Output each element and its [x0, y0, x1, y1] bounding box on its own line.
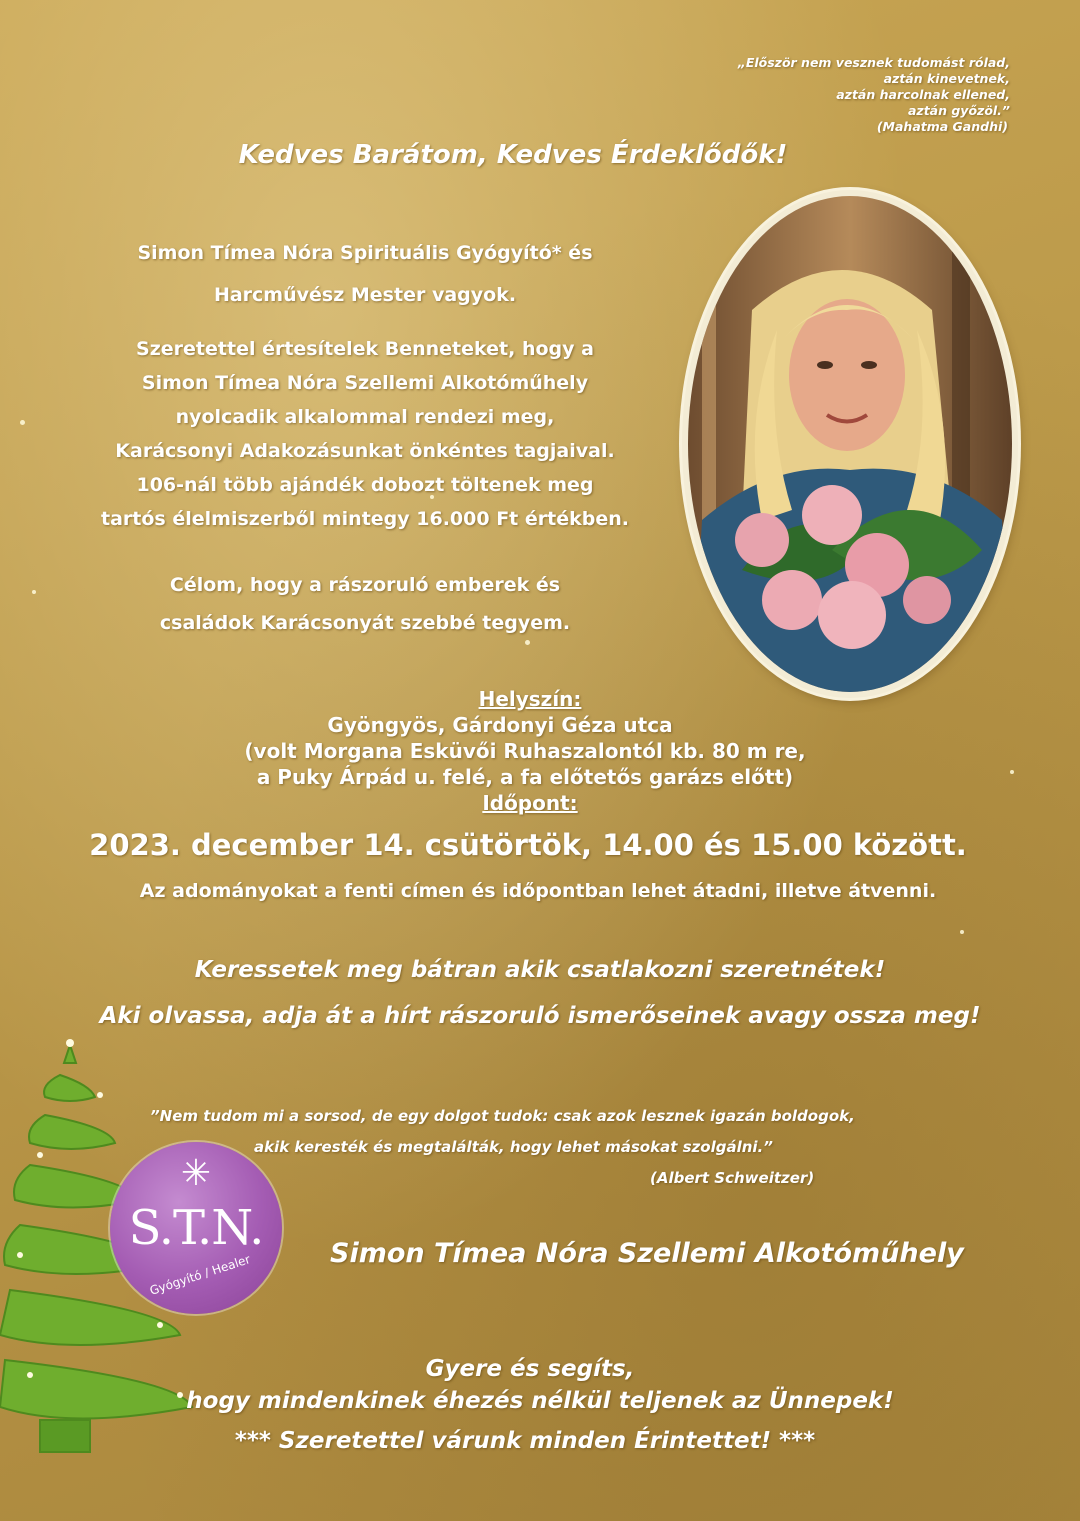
- gandhi-quote-line: „Először nem vesznek tudomást rólad,: [737, 55, 1010, 70]
- announcement-paragraph: [40, 332, 690, 536]
- goal-paragraph: [40, 568, 690, 640]
- closing-message: [0, 1353, 1080, 1457]
- logo-text: S.T.N.: [128, 1200, 264, 1256]
- goal-line: Célom, hogy a rászoruló emberek és: [169, 574, 561, 596]
- announcement-line: Karácsonyi Adakozásunkat önkéntes tagjaival.: [115, 440, 615, 462]
- intro-line: Harcművész Mester vagyok.: [213, 284, 517, 306]
- greeting-heading: [0, 140, 1080, 170]
- greeting-text: Kedves Barátom, Kedves Érdeklődők!: [238, 140, 788, 170]
- gandhi-quote: [590, 55, 1010, 135]
- gandhi-quote-line: aztán kinevetnek,: [883, 71, 1010, 86]
- portrait-illustration: [682, 190, 1018, 698]
- schweitzer-quote-line: akik keresték és megtalálták, hogy lehet másokat szolgálni.”: [254, 1138, 773, 1156]
- intro-line: Simon Tímea Nóra Spirituális Gyógyító* és: [137, 242, 593, 264]
- announcement-line: tartós élelmiszerből mintegy 16.000 Ft értékben.: [101, 508, 629, 530]
- schweitzer-quote-author: (Albert Schweitzer): [650, 1169, 815, 1187]
- logo-subtitle: Gyógyító / Healer: [147, 1252, 253, 1298]
- location-label: Helyszín:: [478, 687, 582, 711]
- portrait-photo: [682, 190, 1018, 698]
- gandhi-quote-line: aztán győzöl.”: [907, 103, 1010, 118]
- location-detail: (volt Morgana Esküvői Ruhaszalontól kb. 80 m re,: [244, 739, 806, 763]
- announcement-line: nyolcadik alkalommal rendezi meg,: [175, 406, 555, 428]
- announcement-line: 106-nál több ajándék dobozt töltenek meg: [136, 474, 594, 496]
- location-address: Gyöngyös, Gárdonyi Géza utca: [327, 713, 673, 737]
- schweitzer-quote-line: ”Nem tudom mi a sorsod, de egy dolgot tudok: csak azok lesznek igazán boldogok,: [150, 1107, 855, 1125]
- closing-line: Gyere és segíts,: [425, 1356, 635, 1382]
- organization-name: Simon Tímea Nóra Szellemi Alkotóműhely: [330, 1238, 964, 1269]
- location-section: [0, 686, 1080, 816]
- logo-star-icon: ✳: [180, 1153, 212, 1194]
- gandhi-quote-line: aztán harcolnak ellened,: [836, 87, 1010, 102]
- event-datetime: 2023. december 14. csütörtök, 14.00 és 15.00 között.: [89, 828, 967, 862]
- schweitzer-quote: [150, 1101, 950, 1194]
- goal-line: családok Karácsonyát szebbé tegyem.: [159, 612, 571, 634]
- closing-line: hogy mindenkinek éhezés nélkül teljenek az Ünnepek!: [186, 1388, 894, 1414]
- handover-note: Az adományokat a fenti címen és időpontban lehet átadni, illetve átvenni.: [139, 880, 937, 902]
- announcement-line: Simon Tímea Nóra Szellemi Alkotóműhely: [141, 372, 589, 394]
- announcement-line: Szeretettel értesítelek Benneteket, hogy a: [136, 338, 594, 360]
- closing-line: *** Szeretettel várunk minden Érintettet! ***: [234, 1428, 816, 1454]
- call-to-action-line: Aki olvassa, adja át a hírt rászoruló ismerőseinek avagy ossza meg!: [99, 1003, 981, 1029]
- call-to-action-line: Keressetek meg bátran akik csatlakozni szeretnétek!: [194, 957, 886, 983]
- intro-paragraph: [40, 236, 690, 312]
- time-label: Időpont:: [482, 791, 578, 815]
- location-detail: a Puky Árpád u. felé, a fa előtetős garázs előtt): [256, 765, 794, 789]
- gandhi-quote-author: (Mahatma Gandhi): [876, 119, 1008, 134]
